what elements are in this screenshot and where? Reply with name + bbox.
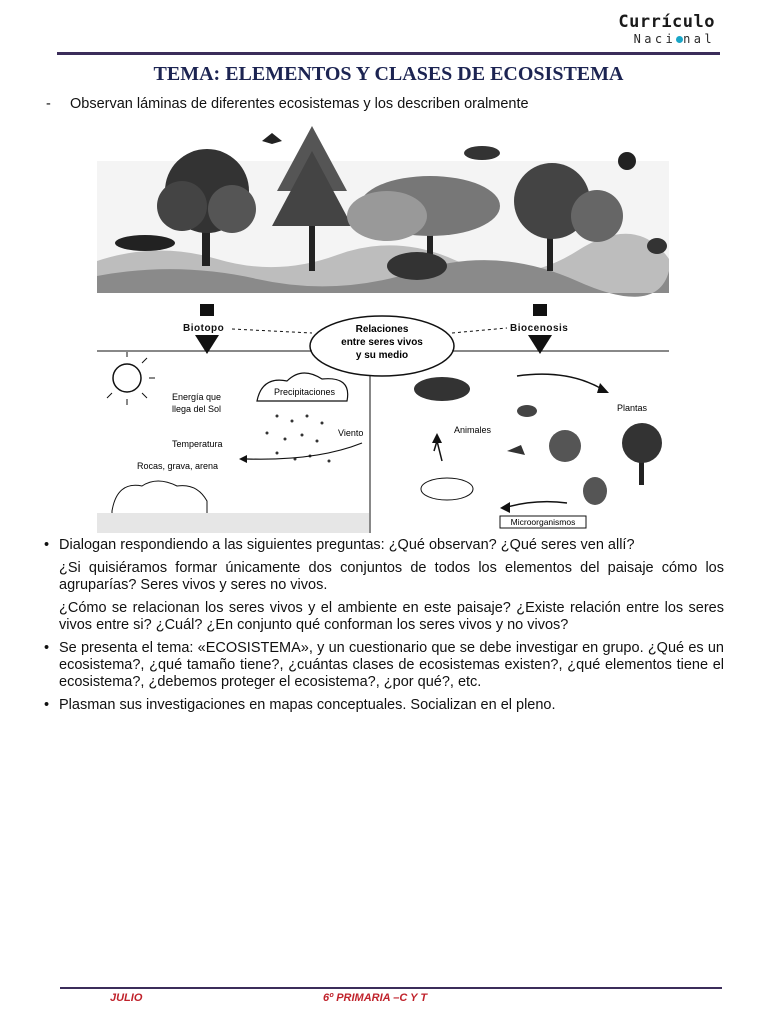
sun-icon: [107, 352, 155, 405]
energia-line1: Energía que: [172, 392, 222, 402]
monkey-icon: [618, 152, 636, 170]
biocenosis-arrow-icon: [533, 304, 547, 316]
animales-label: Animales: [454, 425, 492, 435]
bullet: •: [44, 537, 50, 553]
dashed-connector: [232, 329, 312, 333]
activity-list: [44, 537, 724, 720]
intro-dash: -: [46, 96, 51, 112]
bird-icon: [517, 405, 537, 417]
relaciones-line1: Relaciones: [355, 324, 409, 335]
energia-line2: llega del Sol: [172, 404, 222, 414]
logo-subtitle-part1: Naci: [633, 32, 677, 46]
plantas-label: Plantas: [617, 403, 648, 413]
precipitaciones-label: Precipitaciones: [274, 387, 336, 397]
logo-subtitle: [597, 32, 715, 46]
intro-line: [46, 96, 529, 112]
paragraph-2: Se presenta el tema: «ECOSISTEMA», y un cuestionario que se debe investigar en grupo. ¿Qué es un ecosistema?, ¿qué tamaño tiene?, ¿cuántas clases de ecosistemas existen?, ¿qué elementos tiene el ecosistema?, ¿debemos proteger el ecosistema?, ¿por qué?, etc.: [59, 640, 724, 690]
rain-icon: [266, 415, 331, 463]
cycle-arrow-icon: [434, 441, 442, 461]
shrub-icon: [583, 477, 607, 505]
header-divider: [57, 52, 720, 55]
rocas-label: Rocas, grava, arena: [137, 461, 219, 471]
paragraph-3: Plasman sus investigaciones en mapas conceptuales. Socializan en el pleno.: [59, 697, 556, 713]
list-item: [44, 640, 724, 691]
cycle-arrow-icon: [500, 502, 510, 513]
paragraph-1: Dialogan respondiendo a las siguientes preguntas: ¿Qué observan? ¿Qué seres ven allí?: [59, 537, 635, 553]
list-item: [44, 697, 724, 714]
bullet: •: [44, 640, 50, 656]
bullet: •: [44, 697, 50, 713]
ground-strip: [97, 513, 369, 533]
biotopo-label: Biotopo: [183, 323, 225, 334]
rocks-icon: [112, 481, 207, 516]
temperatura-label: Temperatura: [172, 439, 223, 449]
footer-divider: [60, 987, 722, 989]
dashed-connector: [452, 328, 507, 333]
biocenosis-label: Biocenosis: [510, 323, 569, 334]
intro-text: Observan láminas de diferentes ecosistemas y los describen oralmente: [70, 96, 529, 112]
cycle-arrow-icon: [507, 502, 567, 507]
insect-icon: [507, 445, 525, 455]
bird-icon: [262, 133, 282, 144]
paragraph-1-sub-1: ¿Si quisiéramos formar únicamente dos conjuntos de todos los elementos del paisaje cómo los agruparías? Seres vivos y seres no vivos.: [59, 560, 724, 593]
anteater-icon: [115, 235, 175, 251]
microorganismos-label: Microorganismos: [510, 517, 576, 527]
brain-coral-icon: [549, 430, 581, 462]
relaciones-line3: y su medio: [355, 350, 409, 361]
footer-grade: 6º PRIMARIA –C Y T: [323, 992, 428, 1004]
logo-subtitle-part2: nal: [683, 32, 715, 46]
logo-title: Currículo: [618, 12, 715, 32]
bird-icon: [464, 146, 500, 160]
list-item: [44, 537, 724, 554]
paragraph-1-sub-2: ¿Cómo se relacionan los seres vivos y el ambiente en este paisaje? ¿Existe relación entre los seres vivos entre si? ¿Cuál? ¿En conjunto qué conforman los seres vivos y no vivos?: [59, 600, 724, 633]
curriculo-nacional-logo: [597, 12, 715, 48]
cycle-arrow-icon: [517, 374, 602, 389]
relaciones-line2: entre seres vivos: [341, 337, 423, 348]
cycle-arrow-icon: [597, 383, 609, 393]
wind-arrow-icon: [247, 443, 362, 459]
viento-label: Viento: [338, 428, 364, 438]
biotopo-arrow-icon: [200, 304, 214, 316]
page-title: TEMA: ELEMENTOS Y CLASES DE ECOSISTEMA: [153, 63, 624, 85]
footer-month: JULIO: [110, 992, 143, 1004]
jaguar-icon: [414, 377, 470, 401]
tree-icon: [622, 423, 662, 485]
tapir-icon: [421, 478, 473, 500]
cycle-arrow-icon: [432, 433, 442, 443]
ecosystem-illustration: [97, 121, 669, 533]
frog-icon: [647, 238, 667, 254]
jaguar-icon: [387, 252, 447, 280]
wind-arrow-icon: [239, 455, 247, 463]
landscape-scene: [97, 126, 669, 297]
